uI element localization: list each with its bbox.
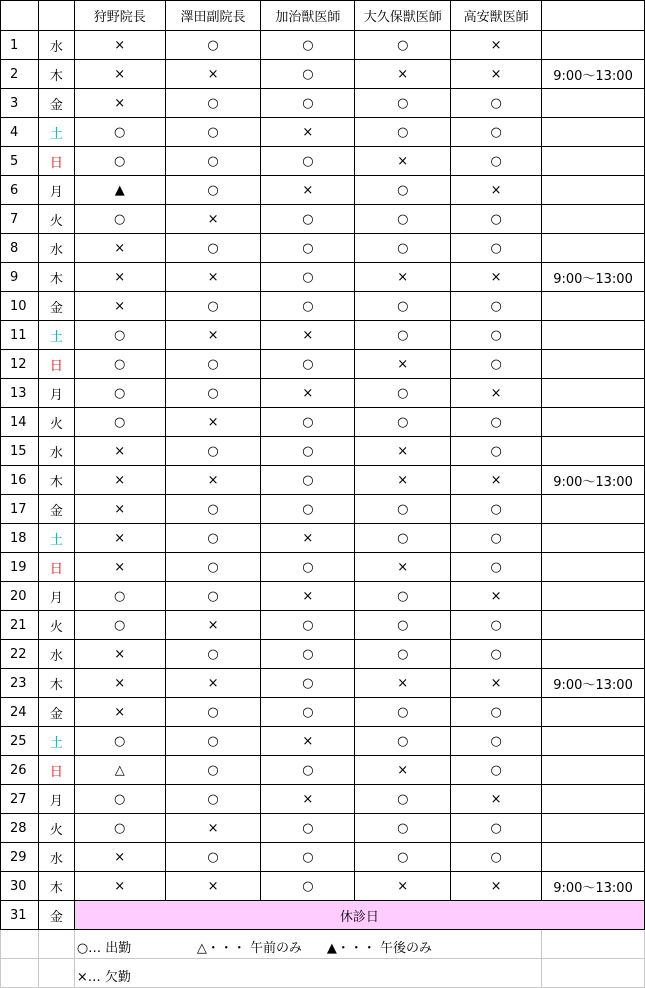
legend-morning-only: △・・・ 午前のみ (196, 940, 302, 956)
mark-kaji: × (261, 176, 355, 205)
mark-okubo: × (355, 872, 451, 901)
weekday-cell: 金 (38, 292, 74, 321)
mark-takayasu: ○ (451, 89, 542, 118)
weekday-cell: 土 (38, 118, 74, 147)
hours-note (542, 292, 645, 321)
hours-note: 9:00～13:00 (542, 466, 645, 495)
mark-sawada: ○ (165, 582, 261, 611)
mark-sawada: ○ (165, 553, 261, 582)
table-row (1, 118, 645, 147)
mark-sawada: ○ (165, 350, 261, 379)
mark-takayasu: × (451, 582, 542, 611)
mark-takayasu: × (451, 785, 542, 814)
weekday-cell: 月 (38, 176, 74, 205)
mark-takayasu: ○ (451, 611, 542, 640)
mark-kano: ○ (74, 321, 165, 350)
header-cell-day (1, 1, 39, 31)
day-cell: 4 (1, 118, 39, 147)
table-row (1, 640, 645, 669)
weekday-cell: 日 (38, 553, 74, 582)
mark-kano: × (74, 263, 165, 292)
table-row (1, 89, 645, 118)
mark-takayasu: × (451, 263, 542, 292)
mark-okubo: ○ (355, 89, 451, 118)
day-cell: 18 (1, 524, 39, 553)
mark-sawada: ○ (165, 698, 261, 727)
mark-kano: ○ (74, 147, 165, 176)
table-row (1, 263, 645, 292)
mark-okubo: ○ (355, 408, 451, 437)
day-cell: 9 (1, 263, 39, 292)
mark-okubo: × (355, 553, 451, 582)
day-cell: 10 (1, 292, 39, 321)
hours-note: 9:00～13:00 (542, 872, 645, 901)
mark-kaji: ○ (261, 698, 355, 727)
weekday-cell: 木 (38, 263, 74, 292)
mark-okubo: ○ (355, 524, 451, 553)
mark-kaji: ○ (261, 495, 355, 524)
legend-empty-cell (38, 959, 74, 988)
mark-kano: × (74, 234, 165, 263)
mark-kano: ○ (74, 611, 165, 640)
table-row (1, 437, 645, 466)
hours-note (542, 89, 645, 118)
table-row (1, 611, 645, 640)
hours-note (542, 437, 645, 466)
mark-takayasu: ○ (451, 553, 542, 582)
mark-kano: × (74, 553, 165, 582)
mark-sawada: × (165, 611, 261, 640)
mark-okubo: ○ (355, 31, 451, 60)
mark-kaji: ○ (261, 205, 355, 234)
mark-kano: × (74, 437, 165, 466)
mark-okubo: ○ (355, 292, 451, 321)
day-cell: 15 (1, 437, 39, 466)
mark-sawada: × (165, 872, 261, 901)
mark-kaji: × (261, 582, 355, 611)
weekday-cell: 土 (38, 727, 74, 756)
mark-takayasu: ○ (451, 437, 542, 466)
mark-kano: × (74, 843, 165, 872)
mark-sawada: ○ (165, 147, 261, 176)
mark-okubo: ○ (355, 698, 451, 727)
hours-note (542, 698, 645, 727)
mark-takayasu: ○ (451, 118, 542, 147)
mark-takayasu: ○ (451, 292, 542, 321)
hours-note (542, 118, 645, 147)
mark-sawada: × (165, 466, 261, 495)
hours-note (542, 814, 645, 843)
weekday-cell: 火 (38, 814, 74, 843)
mark-kaji: ○ (261, 669, 355, 698)
mark-takayasu: ○ (451, 321, 542, 350)
mark-okubo: × (355, 350, 451, 379)
header-cell-weekday (38, 1, 74, 31)
day-cell: 3 (1, 89, 39, 118)
hours-note (542, 321, 645, 350)
mark-sawada: × (165, 263, 261, 292)
weekday-cell: 金 (38, 901, 74, 930)
mark-okubo: ○ (355, 379, 451, 408)
day-cell: 30 (1, 872, 39, 901)
mark-okubo: ○ (355, 785, 451, 814)
mark-kaji: ○ (261, 292, 355, 321)
weekday-cell: 土 (38, 524, 74, 553)
hours-note (542, 31, 645, 60)
weekday-cell: 木 (38, 669, 74, 698)
mark-okubo: ○ (355, 814, 451, 843)
mark-kaji: ○ (261, 814, 355, 843)
table-row (1, 698, 645, 727)
table-row (1, 31, 645, 60)
mark-kaji: ○ (261, 611, 355, 640)
table-row (1, 582, 645, 611)
mark-takayasu: × (451, 60, 542, 89)
mark-okubo: ○ (355, 640, 451, 669)
header-kaji: 加治獣医師 (261, 1, 355, 31)
mark-okubo: ○ (355, 582, 451, 611)
table-row (1, 843, 645, 872)
legend-cell (74, 930, 541, 959)
mark-okubo: × (355, 466, 451, 495)
mark-kaji: ○ (261, 756, 355, 785)
mark-okubo: ○ (355, 176, 451, 205)
mark-okubo: × (355, 437, 451, 466)
mark-okubo: ○ (355, 727, 451, 756)
header-cell-note (542, 1, 645, 31)
day-cell: 7 (1, 205, 39, 234)
mark-sawada: ○ (165, 524, 261, 553)
mark-kano: ○ (74, 785, 165, 814)
weekday-cell: 木 (38, 60, 74, 89)
mark-takayasu: × (451, 669, 542, 698)
header-takayasu: 高安獣医師 (451, 1, 542, 31)
mark-kaji: × (261, 118, 355, 147)
table-row (1, 814, 645, 843)
day-cell: 19 (1, 553, 39, 582)
hours-note (542, 205, 645, 234)
mark-kaji: ○ (261, 843, 355, 872)
mark-kano: ○ (74, 582, 165, 611)
mark-takayasu: × (451, 872, 542, 901)
mark-okubo: × (355, 147, 451, 176)
mark-sawada: ○ (165, 176, 261, 205)
mark-takayasu: ○ (451, 350, 542, 379)
day-cell: 5 (1, 147, 39, 176)
table-row (1, 292, 645, 321)
weekday-cell: 火 (38, 611, 74, 640)
mark-kano: ▲ (74, 176, 165, 205)
day-cell: 1 (1, 31, 39, 60)
day-cell: 8 (1, 234, 39, 263)
mark-kano: × (74, 292, 165, 321)
legend-empty-cell (1, 930, 39, 959)
mark-kano: × (74, 640, 165, 669)
mark-sawada: ○ (165, 379, 261, 408)
mark-kaji: × (261, 524, 355, 553)
mark-sawada: ○ (165, 495, 261, 524)
table-row (1, 60, 645, 89)
mark-sawada: ○ (165, 640, 261, 669)
table-row (1, 147, 645, 176)
weekday-cell: 月 (38, 379, 74, 408)
weekday-cell: 水 (38, 843, 74, 872)
weekday-cell: 月 (38, 582, 74, 611)
mark-kano: ○ (74, 205, 165, 234)
hours-note (542, 582, 645, 611)
table-row (1, 321, 645, 350)
mark-takayasu: ○ (451, 524, 542, 553)
mark-takayasu: × (451, 379, 542, 408)
mark-sawada: ○ (165, 756, 261, 785)
day-cell: 13 (1, 379, 39, 408)
legend-empty-cell (542, 959, 645, 988)
mark-okubo: × (355, 669, 451, 698)
mark-kano: × (74, 495, 165, 524)
mark-sawada: ○ (165, 843, 261, 872)
mark-kano: × (74, 698, 165, 727)
weekday-cell: 金 (38, 89, 74, 118)
mark-kano: ○ (74, 814, 165, 843)
hours-note (542, 379, 645, 408)
hours-note (542, 408, 645, 437)
legend-empty-cell (542, 930, 645, 959)
table-row (1, 466, 645, 495)
header-okubo: 大久保獣医師 (355, 1, 451, 31)
mark-takayasu: ○ (451, 408, 542, 437)
mark-sawada: ○ (165, 31, 261, 60)
weekday-cell: 日 (38, 350, 74, 379)
mark-sawada: × (165, 669, 261, 698)
day-cell: 25 (1, 727, 39, 756)
mark-kano: ○ (74, 379, 165, 408)
day-cell: 29 (1, 843, 39, 872)
mark-kaji: ○ (261, 437, 355, 466)
mark-kano: × (74, 872, 165, 901)
table-row (1, 205, 645, 234)
mark-okubo: × (355, 263, 451, 292)
mark-takayasu: ○ (451, 147, 542, 176)
mark-takayasu: ○ (451, 234, 542, 263)
day-cell: 16 (1, 466, 39, 495)
legend-empty-cell (1, 959, 39, 988)
weekday-cell: 土 (38, 321, 74, 350)
day-cell: 11 (1, 321, 39, 350)
mark-takayasu: ○ (451, 698, 542, 727)
legend-absent: ×… 欠勤 (76, 969, 131, 985)
mark-kano: × (74, 524, 165, 553)
hours-note: 9:00～13:00 (542, 669, 645, 698)
weekday-cell: 金 (38, 495, 74, 524)
mark-sawada: ○ (165, 785, 261, 814)
table-row (1, 669, 645, 698)
mark-kaji: ○ (261, 350, 355, 379)
legend-present: ○… 出勤 (76, 940, 132, 956)
table-row (1, 350, 645, 379)
mark-sawada: × (165, 205, 261, 234)
mark-sawada: ○ (165, 437, 261, 466)
closed-day-label: 休診日 (74, 901, 644, 930)
hours-note: 9:00～13:00 (542, 60, 645, 89)
mark-okubo: ○ (355, 118, 451, 147)
mark-okubo: ○ (355, 205, 451, 234)
mark-kaji: ○ (261, 263, 355, 292)
mark-takayasu: ○ (451, 495, 542, 524)
hours-note (542, 640, 645, 669)
weekday-cell: 金 (38, 698, 74, 727)
table-row (1, 553, 645, 582)
day-cell: 28 (1, 814, 39, 843)
table-row (1, 408, 645, 437)
mark-kaji: × (261, 321, 355, 350)
mark-okubo: × (355, 60, 451, 89)
mark-kaji: ○ (261, 553, 355, 582)
day-cell: 31 (1, 901, 39, 930)
day-cell: 14 (1, 408, 39, 437)
table-row (1, 872, 645, 901)
mark-kaji: ○ (261, 872, 355, 901)
day-cell: 21 (1, 611, 39, 640)
mark-sawada: × (165, 321, 261, 350)
hours-note (542, 756, 645, 785)
weekday-cell: 木 (38, 466, 74, 495)
table-row (1, 785, 645, 814)
table-row (1, 495, 645, 524)
mark-kaji: ○ (261, 89, 355, 118)
legend-row-2 (1, 959, 645, 988)
mark-kaji: × (261, 785, 355, 814)
mark-sawada: ○ (165, 234, 261, 263)
mark-kaji: ○ (261, 408, 355, 437)
mark-kano: ○ (74, 350, 165, 379)
mark-takayasu: × (451, 176, 542, 205)
mark-kano: △ (74, 756, 165, 785)
hours-note (542, 611, 645, 640)
weekday-cell: 水 (38, 31, 74, 60)
mark-kano: × (74, 669, 165, 698)
mark-sawada: ○ (165, 89, 261, 118)
table-row (1, 756, 645, 785)
hours-note (542, 785, 645, 814)
mark-takayasu: ○ (451, 843, 542, 872)
mark-takayasu: ○ (451, 814, 542, 843)
mark-takayasu: ○ (451, 640, 542, 669)
mark-kano: × (74, 31, 165, 60)
legend-row-1 (1, 930, 645, 959)
closed-day-row (1, 901, 645, 930)
hours-note: 9:00～13:00 (542, 263, 645, 292)
day-cell: 20 (1, 582, 39, 611)
hours-note (542, 147, 645, 176)
mark-kaji: ○ (261, 640, 355, 669)
mark-kaji: × (261, 727, 355, 756)
table-row (1, 727, 645, 756)
mark-kaji: ○ (261, 147, 355, 176)
weekday-cell: 水 (38, 437, 74, 466)
table-row (1, 176, 645, 205)
header-kano: 狩野院長 (74, 1, 165, 31)
hours-note (542, 553, 645, 582)
legend-afternoon-only: ▲・・・ 午後のみ (326, 940, 432, 956)
mark-sawada: ○ (165, 118, 261, 147)
schedule-body (1, 31, 645, 901)
day-cell: 12 (1, 350, 39, 379)
day-cell: 6 (1, 176, 39, 205)
mark-okubo: ○ (355, 611, 451, 640)
weekday-cell: 月 (38, 785, 74, 814)
mark-takayasu: ○ (451, 756, 542, 785)
mark-okubo: ○ (355, 495, 451, 524)
mark-sawada: ○ (165, 292, 261, 321)
mark-kano: × (74, 60, 165, 89)
table-row (1, 234, 645, 263)
day-cell: 17 (1, 495, 39, 524)
legend-cell (74, 959, 541, 988)
hours-note (542, 727, 645, 756)
mark-takayasu: ○ (451, 205, 542, 234)
header-sawada: 澤田副院長 (165, 1, 261, 31)
mark-okubo: ○ (355, 234, 451, 263)
mark-kano: ○ (74, 727, 165, 756)
day-cell: 26 (1, 756, 39, 785)
mark-kano: ○ (74, 408, 165, 437)
hours-note (542, 350, 645, 379)
mark-sawada: × (165, 60, 261, 89)
legend-empty-cell (38, 930, 74, 959)
hours-note (542, 176, 645, 205)
mark-okubo: ○ (355, 843, 451, 872)
weekday-cell: 日 (38, 756, 74, 785)
weekday-cell: 火 (38, 408, 74, 437)
table-row (1, 379, 645, 408)
mark-sawada: × (165, 408, 261, 437)
mark-kaji: ○ (261, 466, 355, 495)
mark-kano: × (74, 466, 165, 495)
mark-kaji: ○ (261, 60, 355, 89)
mark-kano: ○ (74, 118, 165, 147)
weekday-cell: 火 (38, 205, 74, 234)
mark-takayasu: ○ (451, 727, 542, 756)
day-cell: 2 (1, 60, 39, 89)
header-row (1, 1, 645, 31)
hours-note (542, 524, 645, 553)
hours-note (542, 495, 645, 524)
weekday-cell: 日 (38, 147, 74, 176)
mark-okubo: × (355, 756, 451, 785)
mark-okubo: ○ (355, 321, 451, 350)
hours-note (542, 843, 645, 872)
day-cell: 24 (1, 698, 39, 727)
mark-sawada: × (165, 814, 261, 843)
weekday-cell: 水 (38, 234, 74, 263)
day-cell: 27 (1, 785, 39, 814)
mark-kaji: × (261, 379, 355, 408)
mark-takayasu: × (451, 466, 542, 495)
mark-kano: × (74, 89, 165, 118)
table-row (1, 524, 645, 553)
mark-sawada: ○ (165, 727, 261, 756)
mark-kaji: ○ (261, 234, 355, 263)
weekday-cell: 木 (38, 872, 74, 901)
day-cell: 22 (1, 640, 39, 669)
weekday-cell: 水 (38, 640, 74, 669)
mark-takayasu: × (451, 31, 542, 60)
day-cell: 23 (1, 669, 39, 698)
hours-note (542, 234, 645, 263)
mark-kaji: ○ (261, 31, 355, 60)
